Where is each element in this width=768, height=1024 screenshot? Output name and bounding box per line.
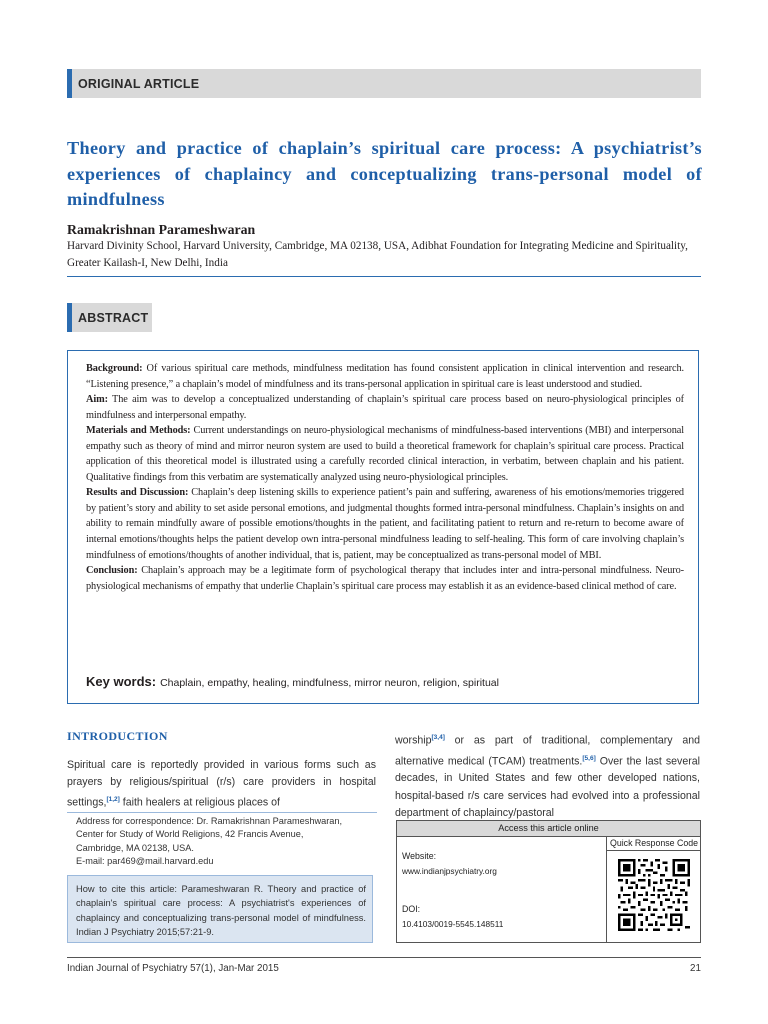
banner-accent (67, 69, 72, 98)
author-name: Ramakrishnan Parameshwaran (67, 222, 256, 237)
intro-left-column: Spiritual care is reportedly provided in various forms such as prayers by religious/spiritual (r/s) care providers in hospital settings,[1,2] faith healers at religious places of (67, 759, 376, 809)
journal-footer: Indian Journal of Psychiatry 57(1), Jan-Mar 2015 (67, 963, 279, 974)
abstract-background: Background: Of various spiritual care methods, mindfulness meditation has found consistent application in clinical intervention and research. “Listening presence,” a chaplain’s model of mindfulness and its trans-personal application in spiritual care is least understood and studied. (86, 363, 684, 390)
author-affiliation: Harvard Divinity School, Harvard University, Cambridge, MA 02138, USA, Adibhat Foundation for Integrating Medicine and Spirituality, Greater Kailash-I, New Delhi, India (67, 240, 688, 269)
qr-column-divider (606, 836, 607, 942)
intro-right-column: worship[3,4] or as part of traditional, complementary and alternative medical (TCAM) treatments.[5,6] Over the last several decades, in United States and few other developed nations, hospital-based r/s care services had evolved into a professional department of chaplaincy/pastoral (395, 734, 701, 819)
abstract-methods: Materials and Methods: Current understandings on neuro-physiological mechanisms of mindfulness-based interventions (MBI) and interpersonal empathy such as theory of mind and mirror neuron system are used to build a theoretical framework for chaplain’s spiritual care process. Practical application of this theoretical model is illustrated using a carefully recorded clinical interaction, in verbatim, between chaplain and his patient. Qualitative findings from this verbatim are systematically analyzed using neuro-physiological principles. (86, 425, 684, 483)
abstract-banner (67, 303, 152, 332)
banner-accent (67, 303, 72, 332)
page-number: 21 (690, 963, 701, 974)
keywords-label: Key words: (86, 674, 157, 689)
correspondence-email[interactable]: E-mail: par469@mail.harvard.edu (76, 855, 214, 866)
citation-text: How to cite this article: Parameshwaran R. Theory and practice of chaplain's spiritual care process: A psychiatrist's experiences of chaplaincy and conceptualizing trans-personal model of mindfulness. Indian J Psychiatry 2015;57:21-9. (76, 884, 366, 937)
abstract-conclusion: Conclusion: Chaplain’s approach may be a legitimate form of psychological therapy that includes inter and intra-personal mindfulness. Neuro-physiological mechanisms of empathy that underlie Chaplain’s spiritual care process may establish it as an evidence-based clinical method of care. (86, 565, 684, 592)
section-banner (67, 69, 701, 98)
abstract-aim: Aim: The aim was to develop a conceptualized understanding of chaplain’s spiritual care process based on neuro-physiological principles of mindfulness and interpersonal empathy. (86, 394, 684, 421)
title-divider (67, 276, 701, 277)
abstract-label: ABSTRACT (78, 310, 149, 325)
section-label: ORIGINAL ARTICLE (78, 76, 200, 91)
keywords (86, 674, 686, 689)
abstract-text (86, 361, 684, 594)
article-title: Theory and practice of chaplain’s spiritual care process: A psychiatrist’s experiences of chaplaincy and conceptualizing trans-personal model of mindfulness (67, 138, 702, 209)
citation-ref[interactable]: [5,6] (582, 754, 596, 762)
doi-label: DOI: (402, 904, 421, 914)
abstract-results: Results and Discussion: Chaplain’s deep listening skills to experience patient’s pain and suffering, awareness of his emotions/memories triggered by patient’s story and ability to set aside personal emotions, and judgmental thoughts formed intra-personal mindfulness. Chaplain’s insights on and ability to remain mindfully aware of possible emotions/thoughts in the patient, and facilitating patient to return and re-return to become aware of internal emotions/thoughts helps the patient develop own intra-personal mindfulness leading to self-healing. This form of care involving chaplain’s mindfulness of emotions/thoughts of another individual, that is, patient, may be conceptualized as trans-personal model of MBI. (86, 487, 684, 561)
qr-label: Quick Response Code (606, 836, 701, 851)
doi-value[interactable]: 10.4103/0019-5545.148511 (402, 919, 504, 929)
correspondence-divider (67, 812, 377, 813)
introduction-heading: INTRODUCTION (67, 729, 168, 743)
qr-code-icon (618, 859, 690, 931)
keywords-list: Chaplain, empathy, healing, mindfulness, mirror neuron, religion, spiritual (160, 677, 499, 689)
website-link[interactable]: www.indianjpsychiatry.org (402, 866, 497, 876)
correspondence-address: Address for correspondence: Dr. Ramakrishnan Parameshwaran, Center for Study of World Religions, 42 Francis Avenue, Cambridge, MA 02138, USA. E-mail: par469@mail.harvard.edu (76, 815, 376, 868)
website-label: Website: (402, 851, 437, 861)
citation-ref[interactable]: [1,2] (106, 796, 120, 804)
access-heading: Access this article online (397, 821, 700, 837)
citation-ref[interactable]: [3,4] (431, 734, 445, 741)
footer-divider (67, 957, 701, 958)
